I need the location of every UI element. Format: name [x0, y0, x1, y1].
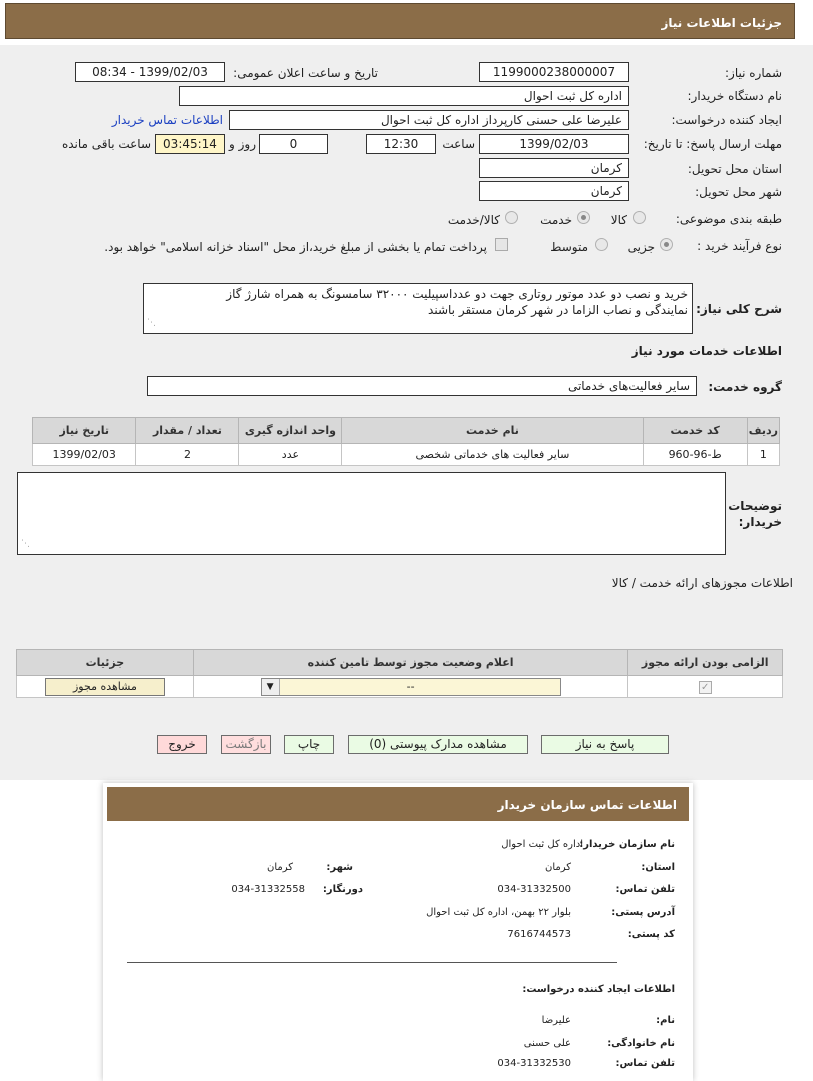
page-title: جزئیات اطلاعات نیاز: [661, 16, 782, 30]
table-row: [17, 676, 783, 698]
contact-card-header: [107, 787, 689, 821]
address-label: آدرس پستی:: [611, 907, 675, 918]
city-field: کرمان: [479, 181, 629, 201]
service-group-label: گروه خدمت:: [708, 380, 782, 394]
address-value: بلوار ۲۲ بهمن، اداره کل ثبت احوال: [426, 907, 571, 918]
need-number-label: شماره نیاز:: [725, 66, 782, 80]
requester-family-label: نام خانوادگی:: [607, 1038, 675, 1049]
permit-status-select[interactable]: [261, 678, 561, 696]
purchase-small-label: جزیی: [627, 240, 655, 254]
category-both-radio[interactable]: [505, 211, 518, 224]
org-value: اداره کل ثبت احوال: [501, 839, 583, 850]
category-goods-radio[interactable]: [633, 211, 646, 224]
col-details-header: جزئیات: [17, 650, 194, 676]
announce-datetime-field: 1399/02/03 - 08:34: [75, 62, 225, 82]
col-row-header: ردیف: [747, 418, 779, 444]
cell-row: 1: [747, 444, 779, 466]
purchase-type-label: نوع فرآیند خرید :: [697, 239, 782, 253]
permits-title: اطلاعات مجوزهای ارائه خدمت / کالا: [611, 576, 793, 590]
permits-table: [16, 649, 783, 698]
category-service-radio[interactable]: [577, 211, 590, 224]
buyer-contact-card: [103, 783, 693, 1081]
col-code-header: کد خدمت: [643, 418, 747, 444]
days-field: 0: [259, 134, 328, 154]
requester-title: اطلاعات ایجاد کننده درخواست:: [522, 984, 675, 995]
purchase-medium-label: متوسط: [550, 240, 588, 254]
city-value: کرمان: [266, 862, 293, 873]
province-label: استان محل تحویل:: [687, 162, 782, 176]
resize-grip-icon: ⋰: [21, 539, 30, 549]
buyer-org-label: نام دستگاه خریدار:: [687, 89, 782, 103]
cell-code: ط-96-960: [643, 444, 747, 466]
services-section-title: اطلاعات خدمات مورد نیاز: [631, 344, 782, 358]
purchase-medium-radio[interactable]: [595, 238, 608, 251]
province-label: استان:: [641, 862, 675, 873]
announce-label: تاریخ و ساعت اعلان عمومی:: [233, 66, 378, 80]
summary-line-1: خرید و نصب دو عدد موتور روتاری جهت دو عدداسپیلیت ۳۲۰۰۰ سامسونگ به همراه شارژ گاز: [226, 287, 688, 301]
buyer-notes-textarea[interactable]: [17, 472, 726, 555]
col-status-header: اعلام وضعیت مجوز توسط تامین کننده: [193, 650, 628, 676]
category-both-label: کالا/خدمت: [447, 213, 500, 227]
org-label: نام سازمان خریدار:: [579, 839, 675, 850]
payment-note: پرداخت تمام یا بخشی از مبلغ خرید،از محل "اسناد خزانه اسلامی" خواهد بود.: [104, 240, 487, 254]
remaining-label: ساعت باقی مانده: [61, 137, 151, 151]
cell-qty: 2: [136, 444, 239, 466]
deadline-time-field: 12:30: [366, 134, 436, 154]
page-title-bar: [5, 3, 795, 39]
cell-date: 1399/02/03: [33, 444, 136, 466]
divider: [127, 962, 617, 963]
services-table: [32, 417, 780, 466]
province-value: کرمان: [544, 862, 571, 873]
cell-name: سایر فعالیت های خدماتی شخصی: [342, 444, 643, 466]
col-qty-header: تعداد / مقدار: [136, 418, 239, 444]
category-label: طبقه بندی موضوعی:: [675, 212, 782, 226]
deadline-date-field: 1399/02/03: [479, 134, 629, 154]
purchase-small-radio[interactable]: [660, 238, 673, 251]
fax-label: دورنگار:: [322, 884, 363, 895]
col-unit-header: واحد اندازه گیری: [239, 418, 342, 444]
cell-status: [193, 676, 628, 698]
days-label: روز و: [229, 137, 256, 151]
city-label: شهر محل تحویل:: [695, 185, 782, 199]
service-group-field: سایر فعالیت‌های خدماتی: [147, 376, 697, 396]
time-label: ساعت: [442, 137, 475, 151]
permit-status-value: --: [406, 679, 415, 693]
postal-value: 7616744573: [507, 929, 571, 940]
treasury-payment-checkbox[interactable]: [495, 238, 508, 251]
col-name-header: نام خدمت: [342, 418, 643, 444]
requester-name-label: نام:: [656, 1015, 675, 1026]
col-date-header: تاریخ نیاز: [33, 418, 136, 444]
requester-phone-value: 034-31332530: [497, 1058, 571, 1069]
exit-button[interactable]: خروج: [157, 735, 207, 754]
cell-details: [17, 676, 194, 698]
summary-textarea: [143, 283, 693, 334]
respond-button[interactable]: پاسخ به نیاز: [541, 735, 669, 754]
attachments-button[interactable]: مشاهده مدارک پیوستی (0): [348, 735, 528, 754]
required-checkbox[interactable]: ✓: [699, 681, 712, 694]
creator-label: ایجاد کننده درخواست:: [671, 113, 782, 127]
buyer-org-field: اداره کل ثبت احوال: [179, 86, 629, 106]
summary-label: شرح کلی نیاز:: [696, 302, 782, 316]
phone-value: 034-31332500: [497, 884, 571, 895]
phone-label: تلفن تماس:: [615, 884, 675, 895]
table-row: [33, 444, 780, 466]
buyer-contact-link[interactable]: اطلاعات تماس خریدار: [111, 113, 223, 127]
deadline-label: مهلت ارسال پاسخ: تا تاریخ:: [643, 137, 782, 151]
province-field: کرمان: [479, 158, 629, 178]
creator-field: علیرضا علی حسنی کارپرداز اداره کل ثبت احوال: [229, 110, 629, 130]
view-permit-button[interactable]: مشاهده مجوز: [45, 678, 165, 696]
contact-card-title: اطلاعات تماس سازمان خریدار: [497, 798, 677, 812]
col-required-header: الزامی بودن ارائه مجوز: [628, 650, 783, 676]
category-goods-label: کالا: [610, 213, 627, 227]
resize-grip-icon: ⋰: [147, 318, 156, 328]
postal-label: کد پستی:: [627, 929, 675, 940]
city-label: شهر:: [326, 862, 353, 873]
fax-value: 034-31332558: [231, 884, 305, 895]
requester-phone-label: تلفن تماس:: [615, 1058, 675, 1069]
back-button[interactable]: بازگشت: [221, 735, 271, 754]
need-number-field: 1199000238000007: [479, 62, 629, 82]
chevron-down-icon[interactable]: ▼: [262, 679, 280, 695]
summary-line-2: نمایندگی و نصاب الزاما در شهر کرمان مستقر باشند: [428, 303, 688, 317]
requester-family-value: علی حسنی: [523, 1038, 571, 1049]
requester-name-value: علیرضا: [541, 1015, 571, 1026]
cell-unit: عدد: [239, 444, 342, 466]
buyer-notes-label: توضیحات خریدار:: [728, 499, 782, 529]
cell-required: [628, 676, 783, 698]
category-service-label: خدمت: [540, 213, 572, 227]
remaining-time-field: 03:45:14: [155, 134, 225, 154]
print-button[interactable]: چاپ: [284, 735, 334, 754]
